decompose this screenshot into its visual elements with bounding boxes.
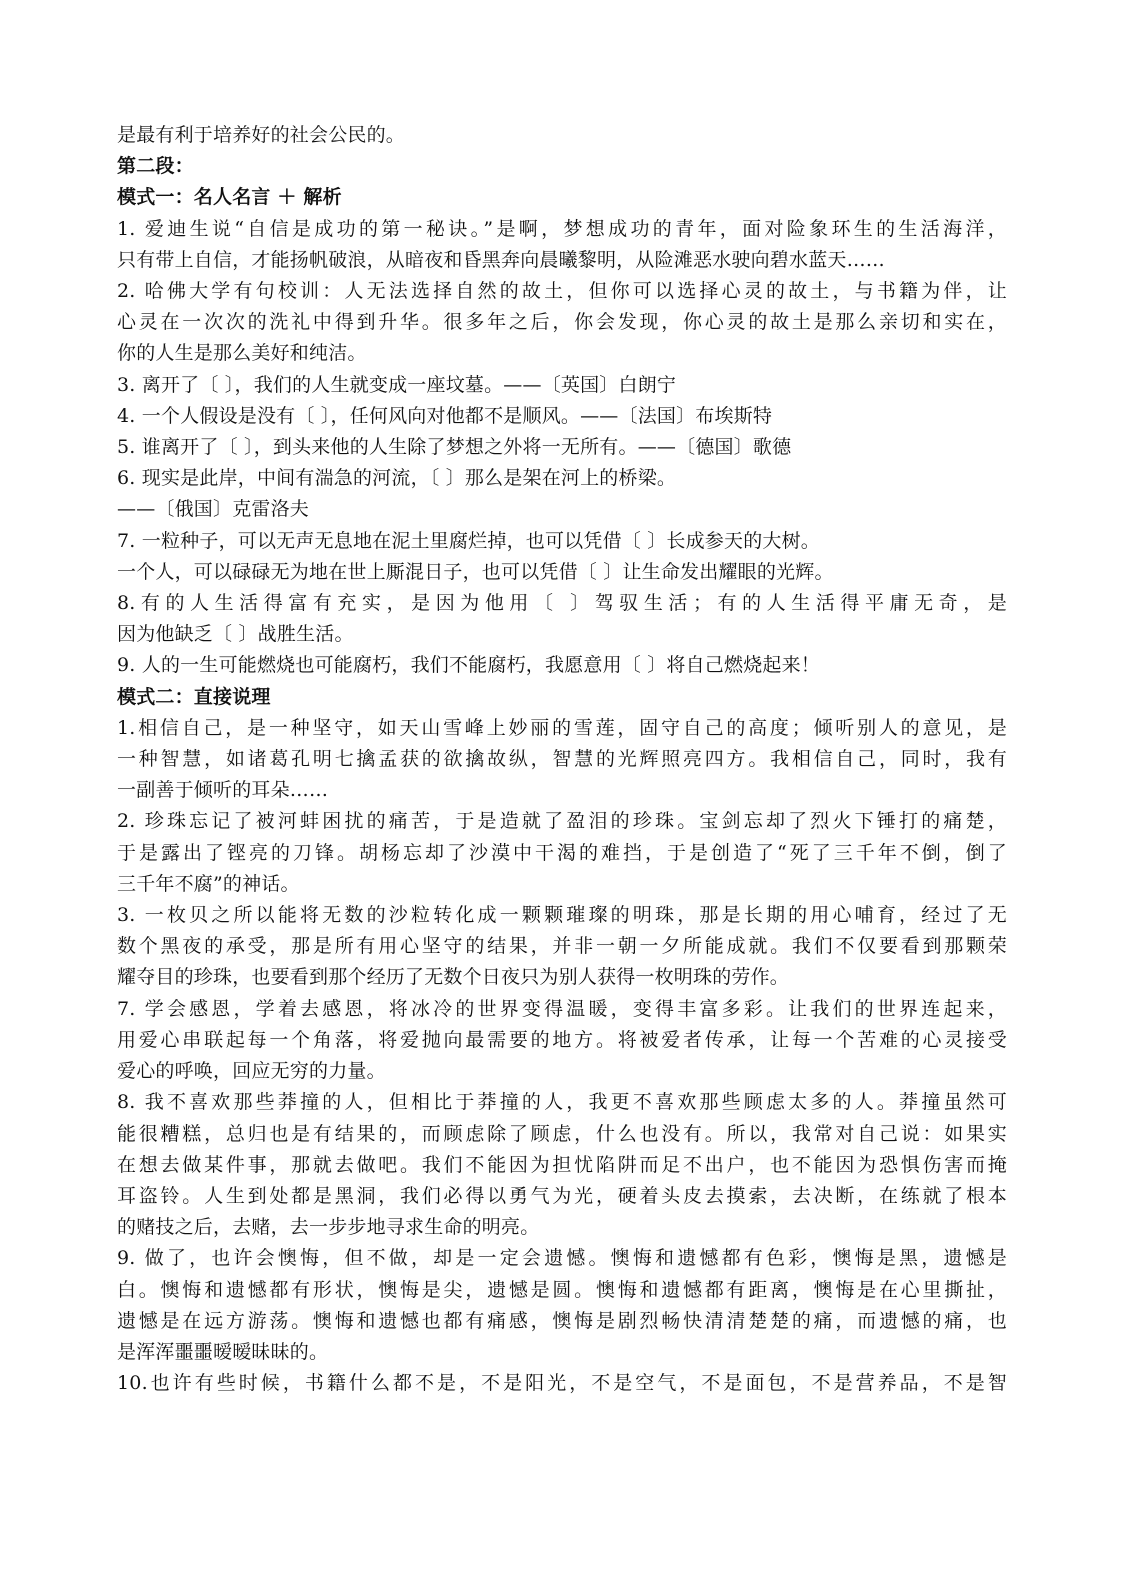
text-line: 数个黑夜的承受，那是所有用心坚守的结果，并非一朝一夕所能成就。我们不仅要看到那颗荣	[117, 935, 1007, 958]
text-line: 因为他缺乏〔 〕战胜生活。	[117, 623, 354, 646]
document-body	[117, 120, 1007, 1399]
text-line: 9. 做了，也许会懊悔，但不做，却是一定会遗憾。懊悔和遗憾都有色彩，懊悔是黑，遗憾是	[117, 1247, 1007, 1270]
text-line: 1.相信自己，是一种坚守，如天山雪峰上妙丽的雪莲，固守自己的高度；倾听别人的意见，是	[117, 716, 1007, 739]
text-line: 你的人生是那么美好和纯洁。	[117, 342, 367, 365]
text-line: 1. 爱迪生说“自信是成功的第一秘诀。”是啊，梦想成功的青年，面对险象环生的生活海洋，	[117, 217, 1007, 240]
text-line: 耳盗铃。人生到处都是黑洞，我们必得以勇气为光，硬着头皮去摸索，去决断，在练就了根本	[117, 1184, 1007, 1207]
text-line: 只有带上自信，才能扬帆破浪，从暗夜和昏黑奔向晨曦黎明，从险滩恶水驶向碧水蓝天……	[117, 248, 886, 271]
section-heading: 模式一：名人名言 ＋ 解析	[117, 186, 342, 209]
text-line: 5. 谁离开了〔 〕，到头来他的人生除了梦想之外将一无所有。——〔德国〕歌德	[117, 436, 792, 459]
text-line: 是最有利于培养好的社会公民的。	[117, 124, 406, 146]
text-line: 的赌技之后，去赌，去一步步地寻求生命的明亮。	[117, 1216, 540, 1239]
text-line: 三千年不腐”的神话。	[117, 872, 300, 895]
text-line: 2. 珍珠忘记了被河蚌困扰的痛苦，于是造就了盈泪的珍珠。宝剑忘却了烈火下锤打的痛楚，	[117, 810, 1007, 833]
text-line: 一副善于倾听的耳朵……	[117, 779, 329, 802]
text-line: 是浑浑噩噩暧暧昧昧的。	[117, 1340, 329, 1363]
text-line: 在想去做某件事，那就去做吧。我们不能因为担忧陷阱而足不出户，也不能因为恐惧伤害而掩	[117, 1153, 1007, 1176]
text-line: 遗憾是在远方游荡。懊悔和遗憾也都有痛感，懊悔是剧烈畅快清清楚楚的痛，而遗憾的痛，也	[117, 1309, 1007, 1332]
text-line: 一个人，可以碌碌无为地在世上厮混日子，也可以凭借〔 〕让生命发出耀眼的光辉。	[117, 560, 834, 583]
text-line: 7. 学会感恩，学着去感恩，将冰冷的世界变得温暖，变得丰富多彩。让我们的世界连起来，	[117, 997, 1007, 1020]
section-heading: 模式二：直接说理	[117, 685, 271, 708]
text-line: 耀夺目的珍珠，也要看到那个经历了无数个日夜只为别人获得一枚明珠的劳作。	[117, 966, 790, 989]
text-line: 2. 哈佛大学有句校训：人无法选择自然的故土，但你可以选择心灵的故土，与书籍为伴，让	[117, 280, 1007, 303]
text-line: 8.有的人生活得富有充实，是因为他用〔 〕驾驭生活；有的人生活得平庸无奇，是	[117, 592, 1007, 615]
text-line: ——〔俄国〕克雷洛夫	[117, 498, 310, 521]
text-line: 心灵在一次次的洗礼中得到升华。很多年之后，你会发现，你心灵的故土是那么亲切和实在，	[117, 311, 1007, 334]
text-line: 4. 一个人假设是没有〔 〕，任何风向对他都不是顺风。——〔法国〕布埃斯特	[117, 404, 773, 427]
text-line: 3. 离开了〔 〕，我们的人生就变成一座坟墓。——〔英国〕白朗宁	[117, 373, 677, 396]
text-line: 10.也许有些时候，书籍什么都不是，不是阳光，不是空气，不是面包，不是营养品，不是智	[117, 1372, 1007, 1395]
text-line: 白。懊悔和遗憾都有形状，懊悔是尖，遗憾是圆。懊悔和遗憾都有距离，懊悔是在心里撕扯，	[117, 1278, 1007, 1301]
text-line: 能很糟糕，总归也是有结果的，而顾虑除了顾虑，什么也没有。所以，我常对自己说：如果实	[117, 1122, 1007, 1145]
text-line: 9. 人的一生可能燃烧也可能腐朽，我们不能腐朽，我愿意用〔 〕将自己燃烧起来！	[117, 654, 821, 677]
text-line: 用爱心串联起每一个角落，将爱抛向最需要的地方。将被爱者传承，让每一个苦难的心灵接受	[117, 1028, 1007, 1051]
text-line: 一种智慧，如诸葛孔明七擒孟获的欲擒故纵，智慧的光辉照亮四方。我相信自己，同时，我有	[117, 748, 1007, 771]
text-line: 8. 我不喜欢那些莽撞的人，但相比于莽撞的人，我更不喜欢那些顾虑太多的人。莽撞虽然可	[117, 1091, 1007, 1114]
text-line: 3. 一枚贝之所以能将无数的沙粒转化成一颗颗璀璨的明珠，那是长期的用心哺育，经过了无	[117, 904, 1007, 927]
text-line: 于是露出了铿亮的刀锋。胡杨忘却了沙漠中干渴的难挡，于是创造了“死了三千年不倒，倒了	[117, 841, 1007, 864]
text-line: 6. 现实是此岸，中间有湍急的河流，〔 〕那么是架在河上的桥梁。	[117, 467, 677, 490]
section-heading: 第二段：	[117, 155, 194, 178]
text-line: 爱心的呼唤，回应无穷的力量。	[117, 1060, 386, 1083]
text-line: 7. 一粒种子，可以无声无息地在泥土里腐烂掉，也可以凭借〔 〕长成参天的大树。	[117, 529, 821, 552]
